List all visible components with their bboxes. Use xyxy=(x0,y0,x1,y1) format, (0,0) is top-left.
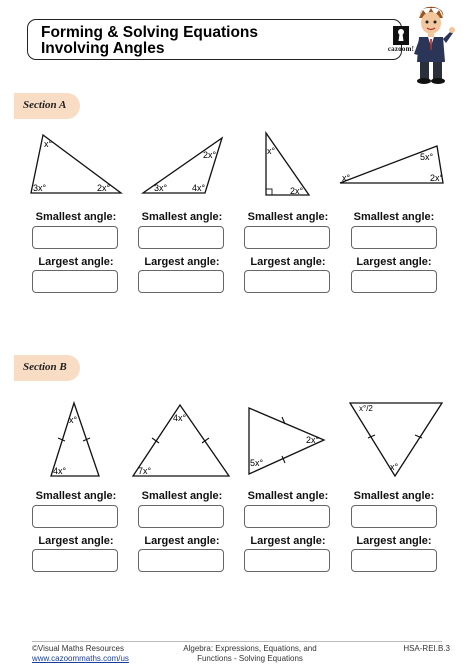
answer-box-largest-b2[interactable] xyxy=(138,549,224,572)
triangle-b2 xyxy=(130,400,235,480)
angle-label: x°/2 xyxy=(359,404,373,413)
angle-label: x° xyxy=(69,415,78,425)
smallest-angle-label: Smallest angle: xyxy=(247,490,329,502)
largest-angle-label: Largest angle: xyxy=(144,535,220,547)
section-a-label: Section A xyxy=(14,93,80,119)
smallest-angle-label: Smallest angle: xyxy=(35,211,117,223)
angle-label: 2x° xyxy=(306,435,320,445)
answer-box-smallest-b1[interactable] xyxy=(32,505,118,528)
largest-angle-label: Largest angle: xyxy=(38,256,114,268)
smallest-angle-label: Smallest angle: xyxy=(353,490,435,502)
answer-box-largest-b3[interactable] xyxy=(244,549,330,572)
angle-label: 2x° xyxy=(290,186,304,196)
triangle-a3 xyxy=(258,128,318,200)
angle-label: 5x° xyxy=(420,152,434,162)
answer-box-largest-a3[interactable] xyxy=(244,270,330,293)
largest-angle-label: Largest angle: xyxy=(250,256,326,268)
angle-label: 7x° xyxy=(138,466,152,476)
triangle-a2 xyxy=(138,130,233,200)
answer-box-largest-a2[interactable] xyxy=(138,270,224,293)
angle-label: 2x° xyxy=(203,150,217,160)
section-b-label: Section B xyxy=(14,355,80,381)
largest-angle-label: Largest angle: xyxy=(144,256,220,268)
footer-left xyxy=(32,644,129,664)
angle-label: 3x° xyxy=(154,183,168,193)
logo-text: cazoom! xyxy=(387,45,415,53)
largest-angle-label: Largest angle: xyxy=(356,256,432,268)
answer-box-smallest-b3[interactable] xyxy=(244,505,330,528)
answer-box-largest-b1[interactable] xyxy=(32,549,118,572)
smallest-angle-label: Smallest angle: xyxy=(247,211,329,223)
angle-label: x° xyxy=(267,146,276,156)
title-box xyxy=(27,19,415,60)
angle-label: 2x° xyxy=(430,173,444,183)
page-title-line-1: Forming & Solving Equations xyxy=(41,24,258,41)
triangle-b1 xyxy=(45,398,105,480)
answer-box-smallest-a2[interactable] xyxy=(138,226,224,249)
angle-label: x° xyxy=(342,173,351,183)
answer-box-smallest-a1[interactable] xyxy=(32,226,118,249)
answer-box-smallest-b2[interactable] xyxy=(138,505,224,528)
angle-label: x° xyxy=(44,139,53,149)
smallest-angle-label: Smallest angle: xyxy=(141,211,223,223)
largest-angle-label: Largest angle: xyxy=(356,535,432,547)
right-angle-marker xyxy=(266,189,272,195)
triangle-a1 xyxy=(25,130,129,200)
answer-box-smallest-a4[interactable] xyxy=(351,226,437,249)
answer-box-largest-a1[interactable] xyxy=(32,270,118,293)
triangle-a4 xyxy=(335,140,450,190)
angle-label: x° xyxy=(390,462,399,472)
smallest-angle-label: Smallest angle: xyxy=(141,490,223,502)
angle-label: 4x° xyxy=(192,183,206,193)
angle-label: 2x° xyxy=(97,183,111,193)
angle-label: 4x° xyxy=(53,466,67,476)
angle-label: 3x° xyxy=(33,183,47,193)
mascot-boy-illustration xyxy=(406,6,456,86)
angle-label: 4x° xyxy=(173,413,187,423)
largest-angle-label: Largest angle: xyxy=(38,535,114,547)
smallest-angle-label: Smallest angle: xyxy=(35,490,117,502)
footer-topic xyxy=(160,644,340,664)
angle-label: 5x° xyxy=(250,458,264,468)
answer-box-smallest-a3[interactable] xyxy=(244,226,330,249)
answer-box-largest-b4[interactable] xyxy=(351,549,437,572)
triangle-b3 xyxy=(244,404,328,480)
triangle-b4 xyxy=(345,398,447,480)
topic-line-1: Algebra: Expressions, Equations, and xyxy=(183,644,317,653)
website-link[interactable]: www.cazoommaths.com/us xyxy=(32,654,129,663)
topic-line-2: Functions - Solving Equations xyxy=(197,654,303,663)
copyright-text: ©Visual Maths Resources xyxy=(32,644,125,653)
standard-code: HSA-REI.B.3 xyxy=(403,644,450,653)
footer-divider xyxy=(32,641,442,642)
largest-angle-label: Largest angle: xyxy=(250,535,326,547)
answer-box-smallest-b4[interactable] xyxy=(351,505,437,528)
page-title-line-2: Involving Angles xyxy=(41,40,165,57)
smallest-angle-label: Smallest angle: xyxy=(353,211,435,223)
answer-box-largest-a4[interactable] xyxy=(351,270,437,293)
